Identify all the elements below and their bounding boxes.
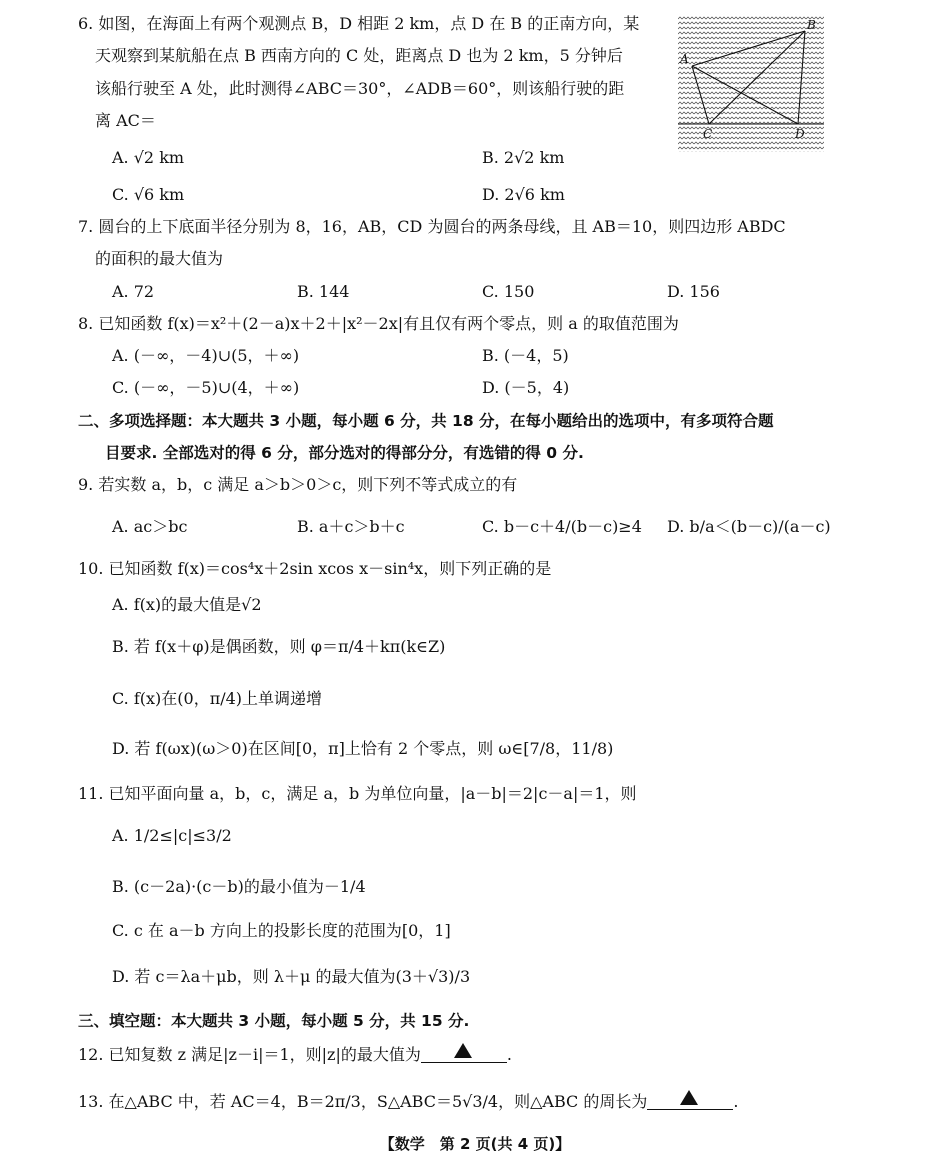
- option-q9-b: [297, 516, 405, 538]
- continuation-text: 的面积的最大值为: [95, 249, 224, 268]
- question-text: 6. 如图，在海面上有两个观测点 B，D 相距 2 km，点 D 在 B 的正南方向，某: [78, 14, 640, 33]
- option-q6-c: [112, 184, 184, 206]
- option-q9-d: [667, 516, 831, 538]
- option-text: C. √6 km: [112, 185, 185, 204]
- option-text: D. 2√6 km: [482, 185, 565, 204]
- option-text: C. c 在 a－b 方向上的投影长度的范围为[0，1]: [112, 921, 451, 940]
- question-q13: [78, 1089, 738, 1113]
- option-text: D. 若 c＝λa＋μb，则 λ＋μ 的最大值为(3＋√3)/3: [112, 967, 471, 986]
- question-text: 12. 已知复数 z 满足|z－i|＝1，则|z|的最大值为: [78, 1045, 421, 1064]
- option-text: C. 150: [482, 282, 535, 301]
- question-q7-l1: [78, 216, 786, 238]
- option-q8-a: [112, 345, 299, 367]
- option-text: A. 1/2≤|c|≤3/2: [112, 826, 232, 845]
- section-text: 目要求. 全部选对的得 6 分，部分选对的得部分分，有选错的得 0 分.: [105, 444, 584, 462]
- option-text: C. b－c＋4/(b－c)≥4: [482, 517, 642, 536]
- option-text: A. ac＞bc: [112, 517, 188, 536]
- section-text: 二、多项选择题：本大题共 3 小题，每小题 6 分，共 18 分，在每小题给出的选项中，有多项符合题: [78, 412, 774, 430]
- option-text: D. 若 f(ωx)(ω＞0)在区间[0，π]上恰有 2 个零点，则 ω∈[7/8，11/8): [112, 739, 614, 758]
- option-q7-c: [482, 281, 534, 303]
- option-text: A. (－∞，－4)∪(5，＋∞): [112, 346, 300, 365]
- option-text: D. (－5，4): [482, 378, 570, 397]
- point-label-A: A: [680, 52, 689, 66]
- option-text: D. b/a＜(b－c)/(a－c): [667, 517, 831, 536]
- continuation-q6-l3: [95, 78, 624, 100]
- option-q9-a: [112, 516, 187, 538]
- option-text: B. (c－2a)·(c－b)的最小值为－1/4: [112, 877, 366, 896]
- section-sec2-l1: [78, 410, 774, 432]
- option-q10-c: [112, 688, 322, 710]
- option-q7-d: [667, 281, 720, 303]
- answer-blank[interactable]: [421, 1042, 507, 1063]
- option-q7-a: [112, 281, 154, 303]
- option-text: B. (－4，5): [482, 346, 569, 365]
- continuation-text: 离 AC＝: [95, 111, 156, 130]
- trailing-period: .: [733, 1092, 739, 1111]
- option-text: A. 72: [112, 282, 155, 301]
- section-sec3: [78, 1010, 469, 1032]
- question-q12: [78, 1042, 512, 1066]
- trailing-period: .: [506, 1045, 512, 1064]
- question-q6-l1: [78, 13, 639, 35]
- point-label-D: D: [795, 127, 805, 141]
- option-text: B. 2√2 km: [482, 148, 565, 167]
- option-q8-d: [482, 377, 569, 399]
- question-text: 8. 已知函数 f(x)＝x²＋(2－a)x＋2＋|x²－2x|有且仅有两个零点，则 a 的取值范围为: [78, 314, 679, 333]
- option-text: B. a＋c＞b＋c: [297, 517, 405, 536]
- option-q11-d: [112, 966, 470, 988]
- option-q11-a: [112, 825, 232, 847]
- question-text: 7. 圆台的上下底面半径分别为 8，16，AB，CD 为圆台的两条母线，且 AB＝10，则四边形 ABDC: [78, 217, 786, 236]
- option-text: C. (－∞，－5)∪(4，＋∞): [112, 378, 300, 397]
- continuation-q6-l2: [95, 45, 623, 67]
- option-text: B. 若 f(x＋φ)是偶函数，则 φ＝π/4＋kπ(k∈Z): [112, 637, 446, 656]
- point-label-B: B: [807, 18, 816, 32]
- continuation-q7-l2: [95, 248, 223, 270]
- option-q8-c: [112, 377, 299, 399]
- continuation-text: 该船行驶至 A 处，此时测得∠ABC＝30°，∠ADB＝60°，则该船行驶的距: [95, 79, 625, 98]
- question-6-figure: [678, 16, 824, 152]
- option-q11-c: [112, 920, 451, 942]
- option-q6-a: [112, 147, 184, 169]
- question-q10: [78, 558, 551, 580]
- continuation-q6-l4: [95, 110, 156, 132]
- option-q9-c: [482, 516, 642, 538]
- question-text: 13. 在△ABC 中，若 AC＝4，B＝2π/3，S△ABC＝5√3/4，则△ABC 的周长为: [78, 1092, 648, 1111]
- option-text: A. f(x)的最大值是√2: [112, 595, 262, 614]
- option-q10-b: [112, 636, 445, 658]
- option-text: D. 156: [667, 282, 720, 301]
- question-text: 11. 已知平面向量 a，b，c，满足 a，b 为单位向量，|a－b|＝2|c－a|＝1，则: [78, 784, 637, 803]
- option-text: C. f(x)在(0，π/4)上单调递增: [112, 689, 323, 708]
- answer-blank[interactable]: [647, 1089, 733, 1110]
- question-q8: [78, 313, 679, 335]
- page-footer: 【数学 第 2 页(共 4 页)】: [379, 1135, 571, 1153]
- option-text: B. 144: [297, 282, 350, 301]
- option-q11-b: [112, 876, 366, 898]
- question-q11: [78, 783, 637, 805]
- point-label-C: C: [703, 127, 713, 141]
- option-q7-b: [297, 281, 349, 303]
- option-q6-d: [482, 184, 565, 206]
- section-sec2-l2: [105, 442, 584, 464]
- triangle-icon: [680, 1090, 698, 1105]
- option-q6-b: [482, 147, 564, 169]
- continuation-text: 天观察到某航船在点 B 西南方向的 C 处，距离点 D 也为 2 km，5 分钟后: [95, 46, 623, 65]
- option-q10-a: [112, 594, 262, 616]
- option-q8-b: [482, 345, 569, 367]
- option-q10-d: [112, 738, 613, 760]
- question-text: 9. 若实数 a，b，c 满足 a＞b＞0＞c，则下列不等式成立的有: [78, 475, 518, 494]
- question-q9: [78, 474, 517, 496]
- question-text: 10. 已知函数 f(x)＝cos⁴x＋2sin xcos x－sin⁴x，则下列正确的是: [78, 559, 552, 578]
- triangle-icon: [454, 1043, 472, 1058]
- section-text: 三、填空题：本大题共 3 小题，每小题 5 分，共 15 分.: [78, 1012, 470, 1030]
- option-text: A. √2 km: [112, 148, 185, 167]
